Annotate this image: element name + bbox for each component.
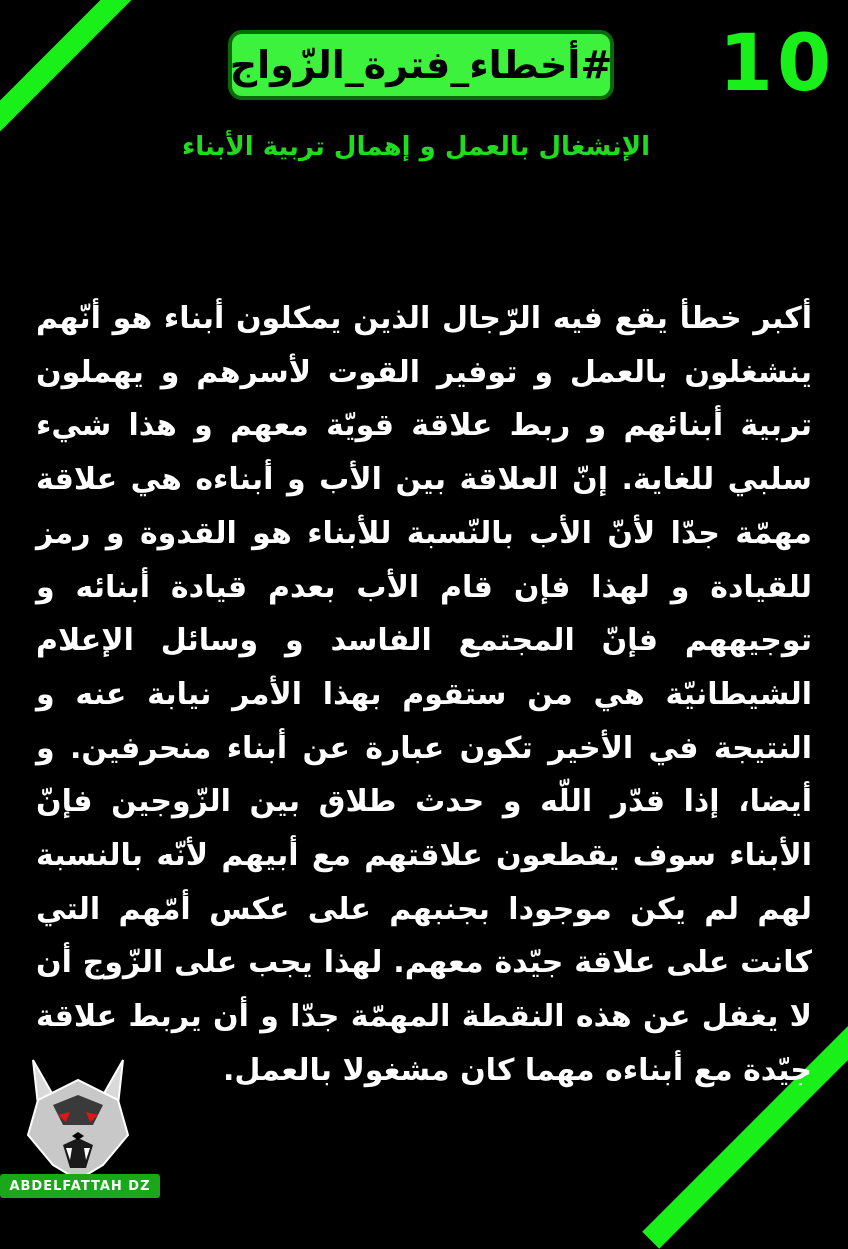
post-number: 10 xyxy=(718,19,836,109)
hashtag-title: #أخطاء_فترة_الزّواج xyxy=(228,30,614,100)
wolf-head-icon xyxy=(8,1050,148,1190)
body-text: أكبر خطأ يقع فيه الرّجال الذين يمكلون أبناء هو أنّهم ينشغلون بالعمل و توفير القوت لأسرهم و يهملون تربية أبنائهم و ربط علاقة قويّة معهم و هذا شيء سلبي للغاية. إنّ العلاقة بين الأب و أبناءه هي علاقة مهمّة جدّا لأنّ الأب بالنّسبة للأبناء هو القدوة و رمز للقيادة و لهذا فإن قام الأب بعدم قيادة أبنائه و توجيههم فإنّ المجتمع الفاسد و وسائل الإعلام الشيطانيّة هي من ستقوم بهذا الأمر نيابة عنه و النتيجة في الأخير تكون عبارة عن أبناء منحرفين. و أيضا، إذا قدّر اللّه و حدث طلاق بين الزّوجين فإنّ الأبناء سوف يقطعون علاقتهم مع أبيهم لأنّه بالنسبة لهم لم يكن موجودا بجنبهم على عكس أمّهم التي كانت على علاقة جيّدة معهم. لهذا يجب على الزّوج أن لا يغفل عن هذه النقطة المهمّة جدّا و أن يربط علاقة جيّدة مع أبناءه مهما كان مشغولا بالعمل. xyxy=(36,301,812,1088)
logo-label: ABDELFATTAH DZ xyxy=(0,1174,160,1198)
subtitle: الإنشغال بالعمل و إهمال تربية الأبناء xyxy=(182,132,650,162)
